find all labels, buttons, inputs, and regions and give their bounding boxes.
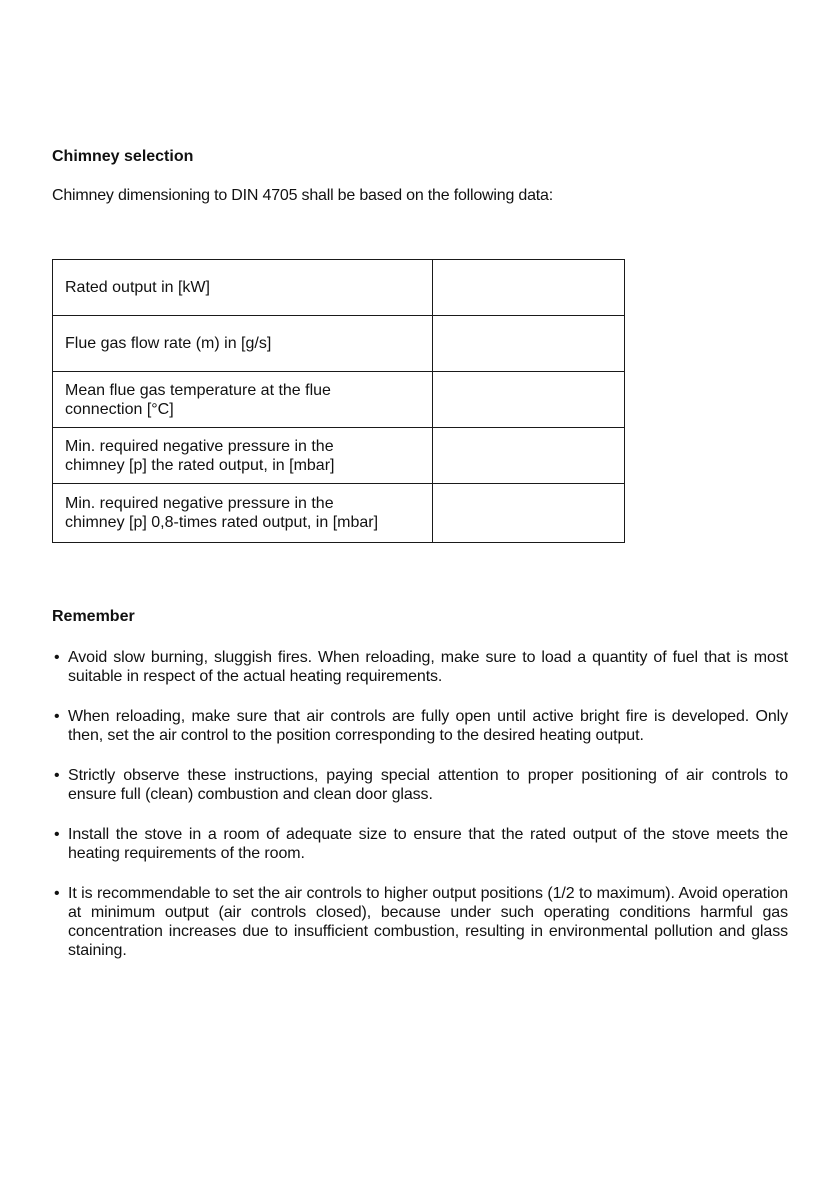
table-row xyxy=(53,316,625,372)
table-value-cell xyxy=(433,316,625,372)
bullet-icon: • xyxy=(54,767,60,784)
list-item-text: Avoid slow burning, sluggish fires. When reloading, make sure to load a quantity of fuel that is most suitable in respect of the actual heating requirements. xyxy=(68,649,788,685)
negative-pressure-08-label-line1: Min. required negative pressure in the xyxy=(65,495,334,512)
chimney-intro-text: Chimney dimensioning to DIN 4705 shall be based on the following data: xyxy=(52,187,553,204)
list-item-text: Install the stove in a room of adequate size to ensure that the rated output of the stove meets the heating requirements of the room. xyxy=(68,826,788,862)
bullet-icon: • xyxy=(54,826,60,843)
list-item xyxy=(52,648,788,686)
list-item xyxy=(52,825,788,863)
list-item xyxy=(52,884,788,960)
table-row xyxy=(53,428,625,484)
rated-output-label: Rated output in [kW] xyxy=(65,279,210,296)
negative-pressure-rated-label-line1: Min. required negative pressure in the xyxy=(65,437,334,455)
table-label-cell xyxy=(53,484,433,543)
table-row xyxy=(53,260,625,316)
list-item xyxy=(52,707,788,745)
negative-pressure-08-label-line2: chimney [p] 0,8-times rated output, in [mbar] xyxy=(65,514,379,531)
flue-gas-flow-label: Flue gas flow rate (m) in [g/s] xyxy=(65,335,272,352)
remember-list xyxy=(52,648,788,981)
list-item xyxy=(52,766,788,804)
table-value-cell xyxy=(433,428,625,484)
table-value-cell xyxy=(433,372,625,428)
list-item-text: It is recommendable to set the air controls to higher output positions (1/2 to maximum). Avoid operation at minimum output (air controls closed), because under such operating conditions harmful gas concentration increases due to insufficient combustion, resulting in environmental pollution and glass staining. xyxy=(68,885,788,959)
table-label-cell xyxy=(53,316,433,372)
table-label-cell xyxy=(53,372,433,428)
table-label-cell xyxy=(53,260,433,316)
bullet-icon: • xyxy=(54,649,60,666)
list-item-text: Strictly observe these instructions, paying special attention to proper positioning of air controls to ensure full (clean) combustion and clean door glass. xyxy=(68,767,788,803)
flue-gas-temp-label-line2: connection [°C] xyxy=(65,400,174,418)
table-value-cell xyxy=(433,484,625,543)
bullet-icon: • xyxy=(54,885,60,902)
flue-gas-temp-label-line1: Mean flue gas temperature at the flue xyxy=(65,381,331,399)
negative-pressure-rated-label-line2: chimney [p] the rated output, in [mbar] xyxy=(65,456,335,474)
table-label-cell xyxy=(53,428,433,484)
chimney-selection-heading: Chimney selection xyxy=(52,148,194,165)
bullet-icon: • xyxy=(54,708,60,725)
chimney-data-table xyxy=(52,259,625,543)
list-item-text: When reloading, make sure that air controls are fully open until active bright fire is developed. Only then, set the air control to the position corresponding to the desired heating output. xyxy=(68,708,788,744)
table-value-cell xyxy=(433,260,625,316)
table-row xyxy=(53,372,625,428)
remember-heading: Remember xyxy=(52,608,135,625)
table-row xyxy=(53,484,625,543)
